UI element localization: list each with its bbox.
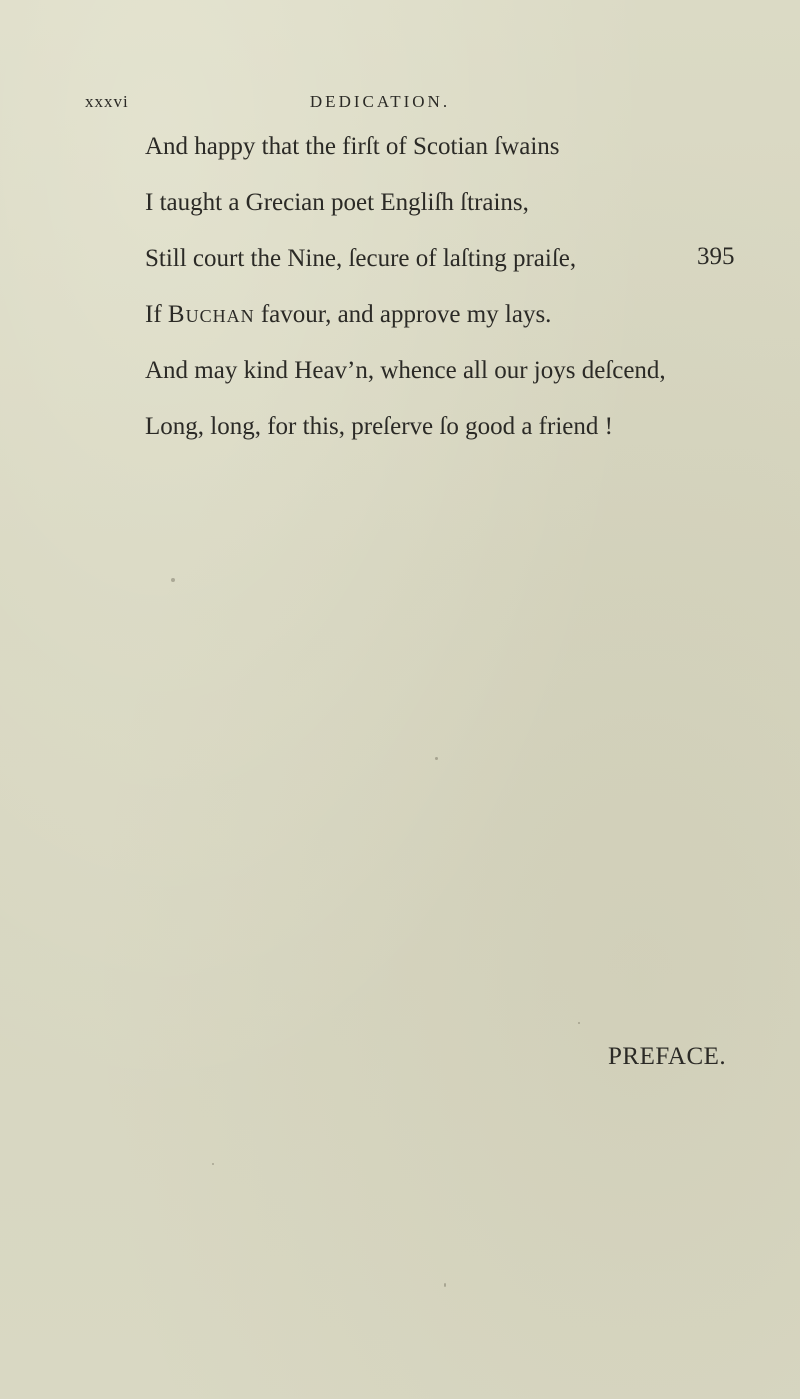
verse-line-2: I taught a Grecian poet Engliſh ſtrains, [145,189,529,216]
verse-line-6: Long, long, for this, preſerve ſo good a friend ! [145,413,613,440]
verse-line-5: And may kind Heav’n, whence all our joys deſcend, [145,357,666,384]
verse-line-3: Still court the Nine, ſecure of laſting praiſe, [145,245,577,272]
verse-line-1: And happy that the firſt of Scotian ſwains [145,133,560,160]
verse-line-4-start: If [145,301,168,328]
paper-speck [171,578,175,582]
paper-speck [578,1022,580,1024]
paper-speck [435,757,438,760]
page-header [85,92,685,120]
verse-line-4-end: favour, and approve my lays. [254,301,552,328]
verse-line-number: 395 [697,243,735,270]
page-number: xxxvi [85,92,129,111]
catchword: PREFACE. [608,1043,727,1070]
paper-speck [212,1163,214,1165]
paper-speck [444,1283,446,1287]
running-head: DEDICATION. [309,92,451,111]
patron-name: Buchan [167,301,255,328]
verse-line-4 [145,299,551,331]
